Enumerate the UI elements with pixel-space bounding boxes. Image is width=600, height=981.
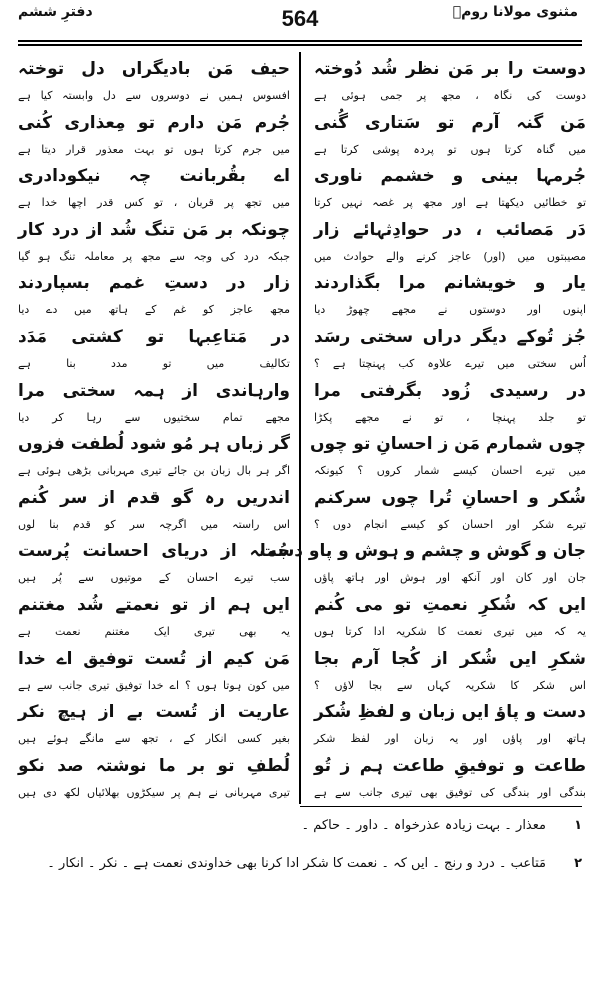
couplet-half <box>259 534 586 588</box>
verse-line: جُز تُوکے دیگر دراں سختی رسَد <box>314 326 586 347</box>
page-number: 564 <box>281 6 319 31</box>
verse-line: در رسیدی زُود بگرفتی مرا <box>314 380 586 401</box>
footnote-number: ۱ <box>574 818 582 833</box>
translation-line: تو جلد پہنچا ، تو نے مجھے پکڑا <box>314 410 586 424</box>
translation-line: اس شکر کا شکریہ کہاں سے بجا لاؤں ؟ <box>314 678 586 692</box>
couplet-half <box>314 320 586 374</box>
translation-line: افسوس ہمیں نے دوسروں سے دل وابستہ کیا ہے <box>18 89 290 102</box>
column-divider <box>299 52 301 804</box>
couplet-half <box>18 642 290 696</box>
couplet-half <box>18 481 290 535</box>
couplet-half <box>18 588 290 642</box>
translation-line: اپنوں اور دوستوں نے مجھے چھوڑ دیا <box>314 303 586 317</box>
couplet-half <box>18 213 290 267</box>
verse-line: جان و گوش و چشم و ہوش و پاو دست <box>259 541 586 562</box>
verse-line: وارہاندی از ہمہ سختی مرا <box>18 380 290 401</box>
couplet-half <box>18 52 290 106</box>
verse-line: دَر مَصائب ، در حوادِثہائے زار <box>314 219 586 240</box>
footnotes <box>18 818 582 894</box>
translation-line: جبکہ درد کی وجہ سے مجھ پر معاملہ تنگ ہو گیا <box>18 249 290 263</box>
verse-line: جُرمہا بینی و خشمم ناوری <box>314 166 586 187</box>
left-column <box>18 52 290 802</box>
verse-line: عاریت از تُست بے از ہیچ نکر <box>18 702 290 723</box>
verse-line: طاعت و توفیقِ طاعت ہم ز تُو <box>314 755 586 776</box>
verse-line: چوں شمارم مَن ز احسانِ تو چوں <box>309 434 586 455</box>
verse-line: اندریں رہ گو قدم از سر کُنم <box>18 487 290 508</box>
translation-line: میں تجھ پر قربان ، تو کس قدر اچھا خدا ہے <box>18 196 290 210</box>
verse-line: لُطفِ تو بر ما نوشتہ صد نکو <box>18 755 290 776</box>
couplet-half <box>18 427 290 481</box>
verse-line: یار و خویشانم مرا بگذاردند <box>314 273 586 294</box>
couplet-half <box>314 106 586 160</box>
footnote <box>18 856 582 894</box>
verse-line: دوست را بر مَن نظر شُد دُوختہ <box>314 59 586 79</box>
verse-line: شکرِ ایں شُکر از کُجا آرم بجا <box>314 648 586 669</box>
couplet-half <box>18 266 290 320</box>
footnote-text: معذار ۔ بہت زیادہ عذرخواہ ۔ داور ۔ حاکم ۔ <box>301 818 546 833</box>
translation-line: اُس سختی میں تیرے علاوہ کب پہنچتا ہے ؟ <box>314 356 586 370</box>
verse-line: جُملہ از دریای احسانت پُرست <box>18 541 290 562</box>
translation-line: یہ کہ میں تیری نعمت کا شکریہ ادا کرتا ہوں <box>314 624 586 638</box>
couplet-half <box>18 159 290 213</box>
translation-line: ہاتھ اور پاؤں اور یہ زبان اور لفظ شکر <box>314 732 586 746</box>
translation-line: میں گناہ کرتا ہوں تو پردہ پوشی کرتا ہے <box>314 142 586 156</box>
translation-line: بغیر کسی انکار کے ، تجھ سے مانگے ہوئے ہیں <box>18 732 290 746</box>
book-title: مثنوی مولانا رومؒ <box>452 4 578 20</box>
translation-line: تیرے شکر اور احسان کو کیسے انجام دوں ؟ <box>314 517 586 531</box>
couplet-half <box>314 266 586 320</box>
footnote-text: مَتاعب ۔ درد و رنج ۔ ایں کہ ۔ نعمت کا شکر ادا کرنا بھی خداوندی نعمت ہے ۔ نکر ۔ انکار ۔ <box>47 856 546 871</box>
couplet-half <box>309 427 586 481</box>
translation-line: سب تیرے احسان کے موتیوں سے پُر ہیں <box>18 571 290 585</box>
verse-line: چونکہ بر مَن تنگ شُد از درد کار <box>18 219 290 240</box>
verse-line: جُرم مَن دارم تو مِعذاری کُنی <box>18 112 290 133</box>
translation-line: یہ بھی تیری ایک مغتنم نعمت ہے <box>18 624 290 638</box>
translation-line: اس راستہ میں اگرچہ سر کو قدم بنا لوں <box>18 517 290 531</box>
footnote <box>18 818 582 856</box>
verse-line: در مَتاعِبہا تو کشتی مَدَد <box>18 326 290 347</box>
couplet-half <box>18 749 290 803</box>
couplet-half <box>18 320 290 374</box>
couplet-half <box>314 642 586 696</box>
translation-line: تکالیف میں تو مدد بنا ہے <box>18 356 290 370</box>
verse-line: حیف مَن بادیگراں دل توختہ <box>18 59 290 79</box>
translation-line: مصیبتوں میں (اور) عاجز کرنے والے حوادث میں <box>314 249 586 263</box>
translation-line: جان اور کان اور آنکھ اور ہوش اور ہاتھ پاؤں <box>314 571 586 585</box>
translation-line: دوست کی نگاہ ، مجھ پر جمی ہوئی ہے <box>314 89 586 102</box>
header-rule-top <box>18 40 582 42</box>
couplet-half <box>18 534 290 588</box>
translation-line: بندگی اور بندگی کی توفیق بھی تیری جانب سے ہے <box>314 785 586 799</box>
verse-line: ایں کہ شُکرِ نعمتِ تو می کُنم <box>314 594 586 615</box>
verse-line: گر زباں ہر مُو شود لُطفت فزوں <box>18 434 290 455</box>
verse-line: مَن گنہ آرم تو سَتاری گُنی <box>314 112 586 133</box>
couplet-half <box>314 213 586 267</box>
section-title: دفترِ ششم <box>18 4 93 20</box>
verse-line: زار در دستِ غمم بسپاردند <box>18 273 290 294</box>
header-rule-bottom <box>18 44 582 46</box>
translation-line: میں تیرے احسان کیسے شمار کروں ؟ کیونکہ <box>314 464 586 478</box>
couplet-half <box>18 106 290 160</box>
couplet-half <box>18 695 290 749</box>
verse-line: مَن کیم از تُست توفیق اے خدا <box>18 648 290 669</box>
couplet-half <box>314 481 586 535</box>
translation-line: میں کون ہوتا ہوں ؟ اے خدا توفیق تیری جانب سے ہے <box>18 678 290 692</box>
couplet-half <box>18 374 290 428</box>
couplet-half <box>314 588 586 642</box>
verse-line: اے بقُربانت چہ نیکودادری <box>18 166 290 187</box>
couplet-half <box>314 749 586 803</box>
translation-line: تیری مہربانی نے ہم پر سیکڑوں بھلائیاں لکھ دی ہیں <box>18 785 290 799</box>
translation-line: مجھے تمام سختیوں سے رہا کر دیا <box>18 410 290 424</box>
translation-line: میں جرم کرتا ہوں تو بہت معذور قرار دیتا ہے <box>18 142 290 156</box>
couplet-half <box>314 159 586 213</box>
couplet-half <box>314 695 586 749</box>
translation-line: مجھ عاجز کو غم کے ہاتھ میں دے دیا <box>18 303 290 317</box>
right-column <box>259 52 586 802</box>
verse-line: دست و پاؤ ایں زبان و لفظِ شُکر <box>314 702 586 723</box>
page-header <box>0 0 600 40</box>
couplet-half <box>314 374 586 428</box>
translation-line: اگر ہر بال زبان بن جائے تیری مہربانی بڑھی ہوئی ہے <box>18 464 290 478</box>
couplet-half <box>314 52 586 106</box>
translation-line: تو خطائیں دیکھتا ہے اور مجھ پر غصہ نہیں کرتا <box>314 196 586 210</box>
verse-line: شُکر و احسانِ تُرا چوں سرکنم <box>314 487 586 508</box>
verse-line: ایں ہم از تو نعمتے شُد مغتنم <box>18 594 290 615</box>
footnote-number: ۲ <box>574 856 582 871</box>
footnote-rule <box>300 806 582 807</box>
